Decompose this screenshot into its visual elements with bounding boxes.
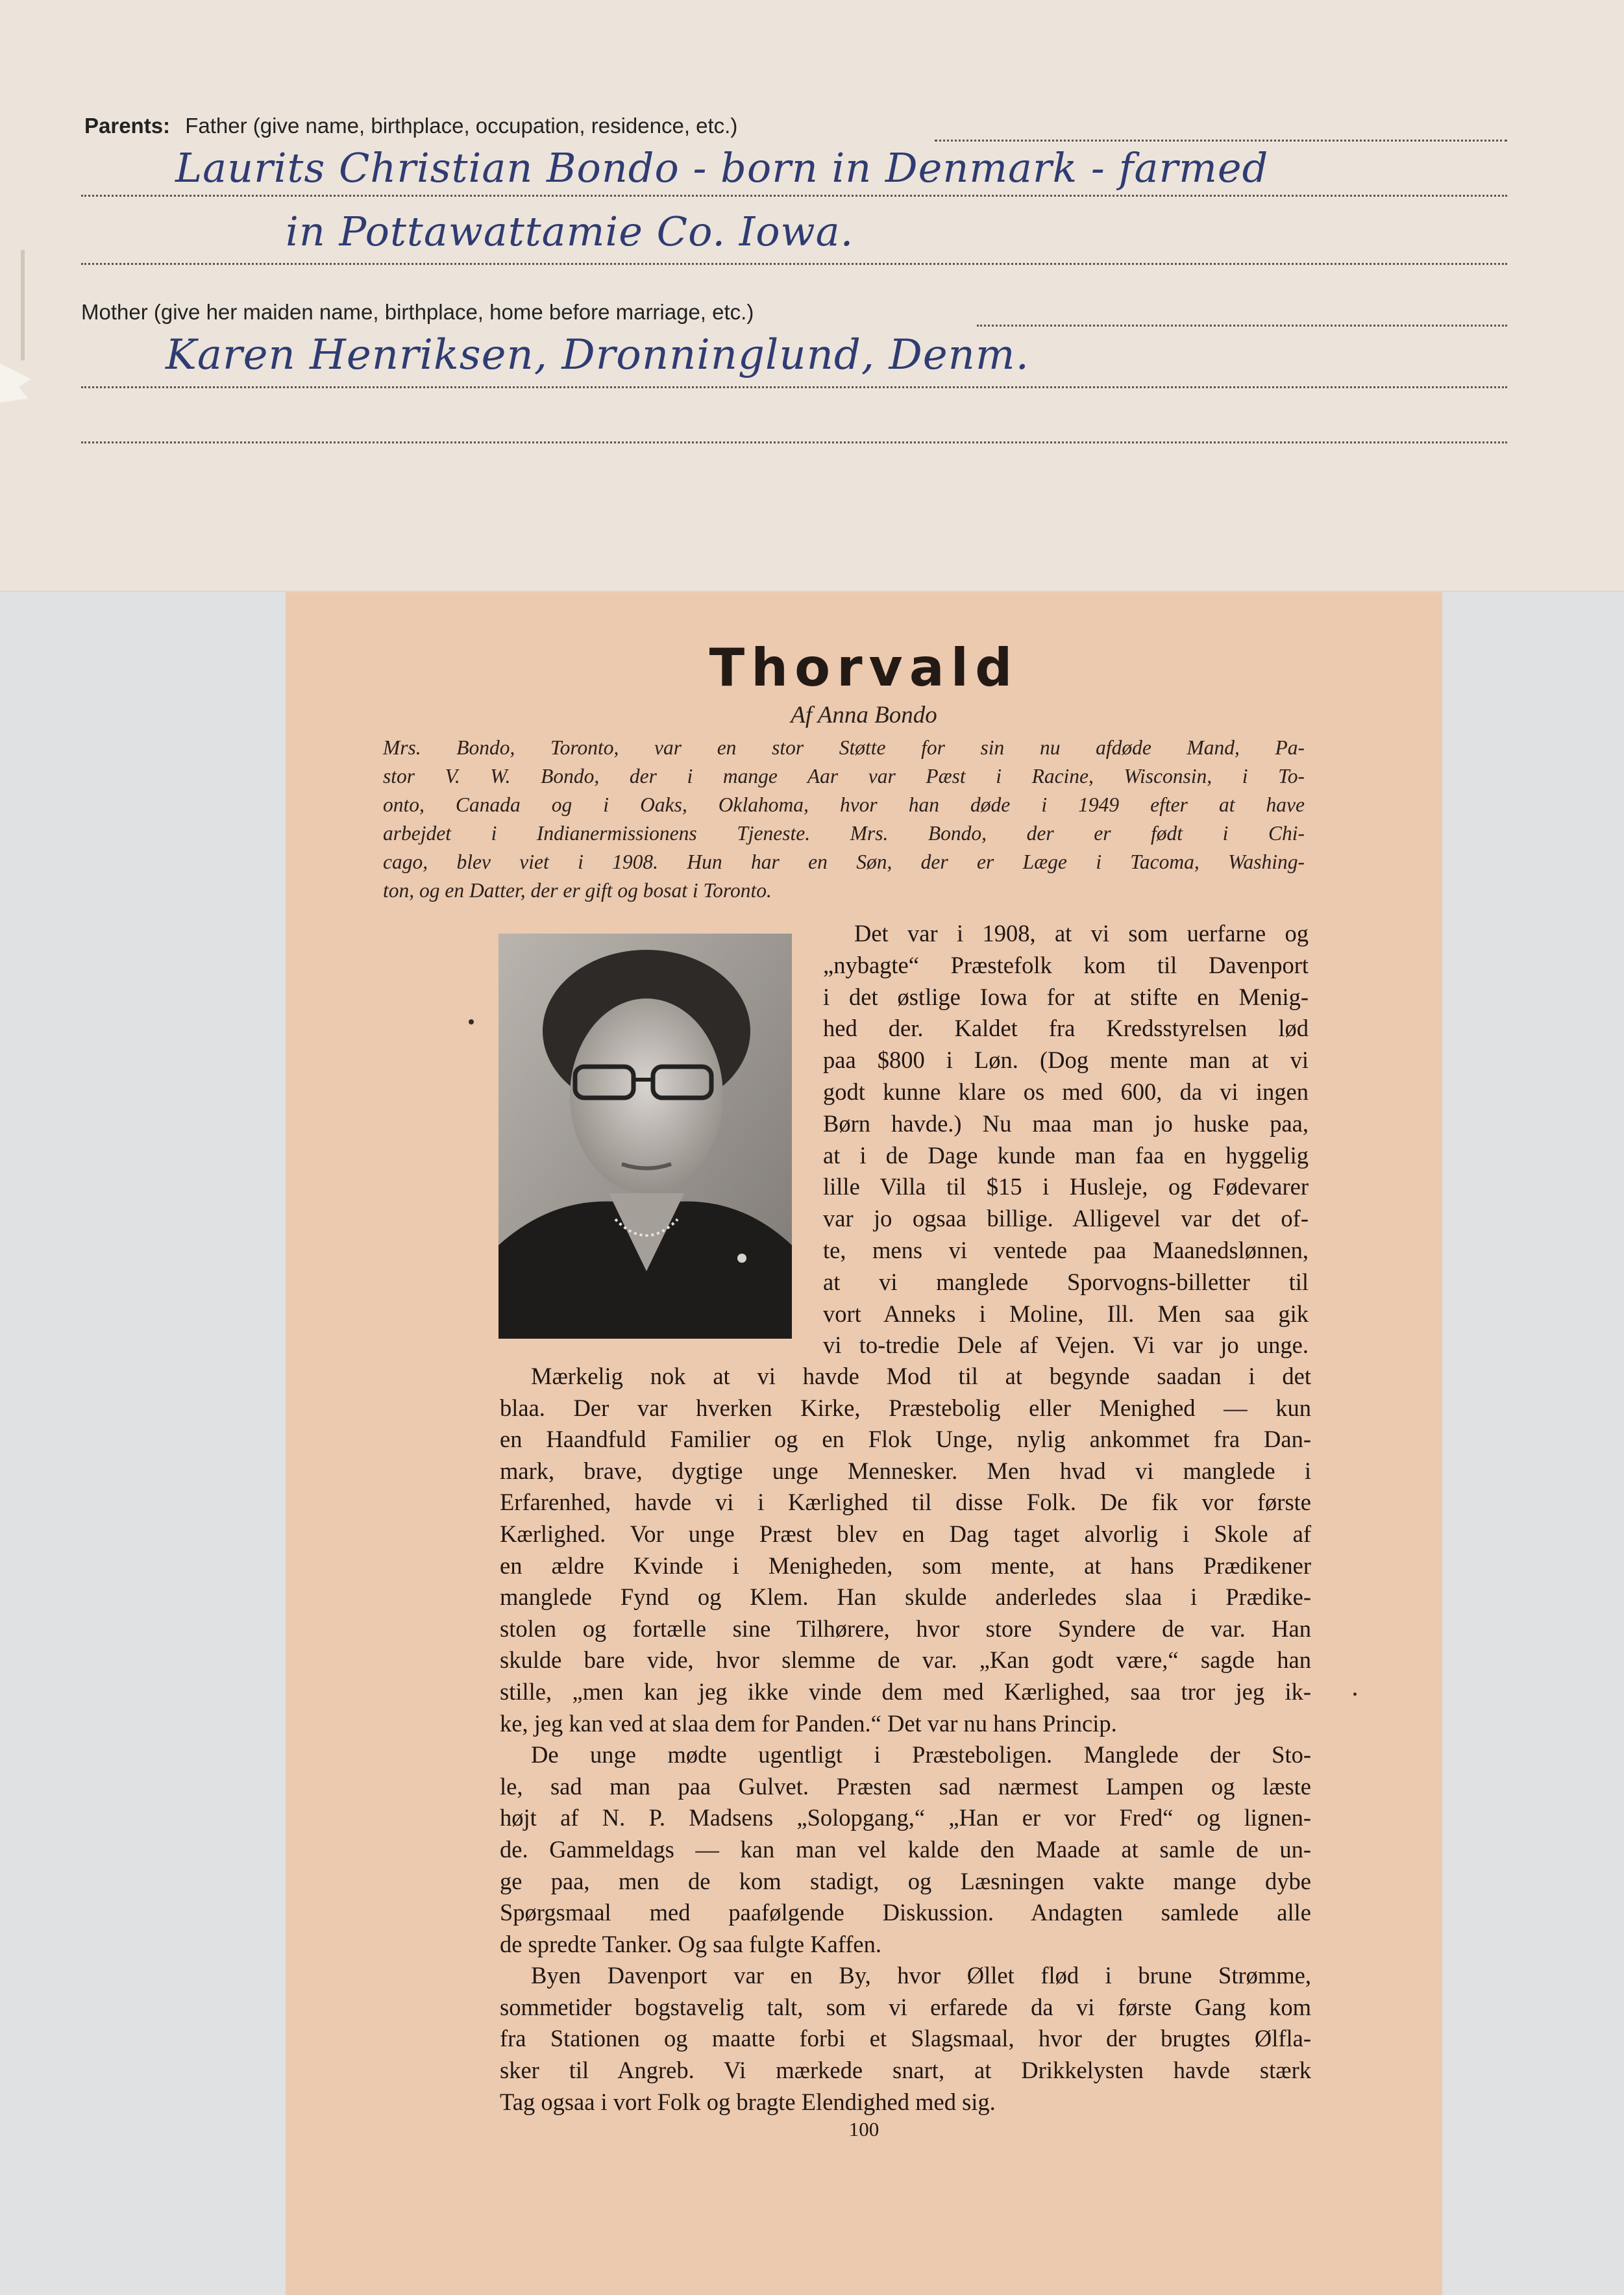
father-prompt-row [84, 114, 737, 138]
body-line: stille, „men kan jeg ikke vinde dem med Kærlighed, saa tror jeg ik- [500, 1678, 1311, 1705]
body-line: mark, brave, dygtige unge Mennesker. Men hvad vi manglede i [500, 1457, 1311, 1484]
body-line: vi to-tredie Dele af Vejen. Vi var jo unge. [823, 1332, 1309, 1359]
article-right-column [823, 918, 1309, 1361]
mother-prompt-dotline [977, 325, 1507, 327]
body-line: en Haandfuld Familier og en Flok Unge, nylig ankommet fra Dan- [500, 1426, 1311, 1453]
father-handwriting-line-2: in Pottawattamie Co. Iowa. [286, 208, 854, 255]
body-line: at i de Dage kunde man faa en hyggelig [823, 1141, 1309, 1169]
body-line: lille Villa til $15 i Husleje, og Fødevarer [823, 1173, 1309, 1200]
portrait-photo [498, 934, 792, 1339]
mother-handwriting-line-1: Karen Henriksen, Dronninglund, Denm. [166, 331, 1029, 379]
genealogy-form [0, 0, 1624, 591]
parents-label: Parents: [84, 114, 171, 138]
body-line: var jo ogsaa billige. Alligevel var det of- [823, 1205, 1309, 1232]
body-line: de. Gammeldags — kan man vel kalde den Maade at samle de un- [500, 1835, 1311, 1863]
body-line: skulde bare vide, hvor slemme de var. „Kan godt være,“ sagde han [500, 1646, 1311, 1674]
body-line: te, mens vi ventede paa Maanedslønnen, [823, 1236, 1309, 1263]
mother-prompt: Mother (give her maiden name, birthplace, home before marriage, etc.) [81, 300, 754, 324]
form-dotline-1 [81, 195, 1507, 197]
intro-line: onto, Canada og i Oaks, Oklahoma, hvor han døde i 1949 efter at have [383, 793, 1305, 816]
body-line: en ældre Kvinde i Menigheden, som mente, at hans Prædikener [500, 1552, 1311, 1579]
body-line: Spørgsmaal med paafølgende Diskussion. Andagten samlede alle [500, 1899, 1311, 1926]
body-line: højt af N. P. Madsens „Solopgang,“ „Han er vor Fred“ og lignen- [500, 1804, 1311, 1831]
father-prompt: Father (give name, birthplace, occupation, residence, etc.) [185, 114, 738, 138]
body-line: blaa. Der var hverken Kirke, Præstebolig eller Menighed — kun [500, 1394, 1311, 1421]
intro-line: stor V. W. Bondo, der i mange Aar var Pæst i Racine, Wisconsin, i To- [383, 765, 1305, 788]
article-title: Thorvald [709, 638, 1019, 698]
body-line: Kærlighed. Vor unge Præst blev en Dag taget alvorlig i Skole af [500, 1520, 1311, 1547]
form-dotline-2 [81, 263, 1507, 265]
body-line: de spredte Tanker. Og saa fulgte Kaffen. [500, 1930, 881, 1957]
article-intro [383, 734, 1305, 905]
body-line: hed der. Kaldet fra Kredsstyrelsen lød [823, 1015, 1309, 1042]
father-handwriting-line-1: Laurits Christian Bondo - born in Denmark - farmed [175, 144, 1269, 192]
article-full-width-body [500, 1361, 1311, 2118]
body-line: sker til Angreb. Vi mærkede snart, at Drikkelysten havde stærk [500, 2057, 1311, 2084]
intro-line: cago, blev viet i 1908. Hun har en Søn, der er Læge i Tacoma, Washing- [383, 850, 1305, 873]
body-line: Mærkelig nok at vi havde Mod til at begynde saadan i det [531, 1363, 1311, 1389]
body-line: „nybagte“ Præstefolk kom til Davenport [823, 951, 1309, 978]
father-prompt-dotline [935, 140, 1507, 142]
form-dotline-3 [81, 386, 1507, 388]
body-line: Byen Davenport var en By, hvor Øllet flød i brune Strømme, [531, 1962, 1311, 1989]
body-line: Børn havde.) Nu maa man jo huske paa, [823, 1110, 1309, 1137]
body-line: le, sad man paa Gulvet. Præsten sad nærmest Lampen og læste [500, 1772, 1311, 1800]
paper-tear [0, 364, 31, 403]
body-line: Det var i 1908, at vi som uerfarne og [854, 920, 1309, 947]
body-line: Erfarenhed, havde vi i Kærlighed til disse Folk. De fik vor første [500, 1489, 1311, 1516]
intro-line: ton, og en Datter, der er gift og bosat i Toronto. [383, 879, 772, 902]
page-number: 100 [848, 2118, 880, 2140]
ink-speck [1353, 1693, 1357, 1696]
body-line: Tag ogsaa i vort Folk og bragte Elendighed med sig. [500, 2088, 996, 2115]
body-line: vort Anneks i Moline, Ill. Men saa gik [823, 1300, 1309, 1327]
intro-line: arbejdet i Indianermissionens Tjeneste. Mrs. Bondo, der er født i Chi- [383, 822, 1305, 845]
body-line: manglede Fynd og Klem. Han skulde anderledes slaa i Prædike- [500, 1583, 1311, 1611]
body-line: stolen og fortælle sine Tilhørere, hvor store Syndere de var. Han [500, 1615, 1311, 1642]
body-line: at vi manglede Sporvogns-billetter til [823, 1268, 1309, 1295]
staple-mark [21, 250, 25, 360]
body-line: ge paa, men de kom stadigt, og Læsningen vakte mange dybe [500, 1867, 1311, 1894]
intro-line: Mrs. Bondo, Toronto, var en stor Støtte for sin nu afdøde Mand, Pa- [383, 736, 1305, 759]
article-byline: Af Anna Bondo [791, 702, 937, 728]
body-line: ke, jeg kan ved at slaa dem for Panden.“ Det var nu hans Princip. [500, 1709, 1117, 1737]
body-line: sommetider bogstavelig talt, som vi erfarede da vi første Gang kom [500, 1993, 1311, 2020]
body-line: godt kunne klare os med 600, da vi ingen [823, 1078, 1309, 1105]
newspaper-clipping [286, 592, 1442, 2295]
form-dotline-4 [81, 441, 1507, 443]
body-line: De unge mødte ugentligt i Præsteboligen. Manglede der Sto- [531, 1741, 1311, 1768]
body-line: i det østlige Iowa for at stifte en Menig- [823, 983, 1309, 1010]
body-line: paa $800 i Løn. (Dog mente man at vi [823, 1047, 1309, 1074]
ink-speck [469, 1019, 474, 1024]
body-line: fra Stationen og maatte forbi et Slagsmaal, hvor der brugtes Ølfla- [500, 2025, 1311, 2052]
